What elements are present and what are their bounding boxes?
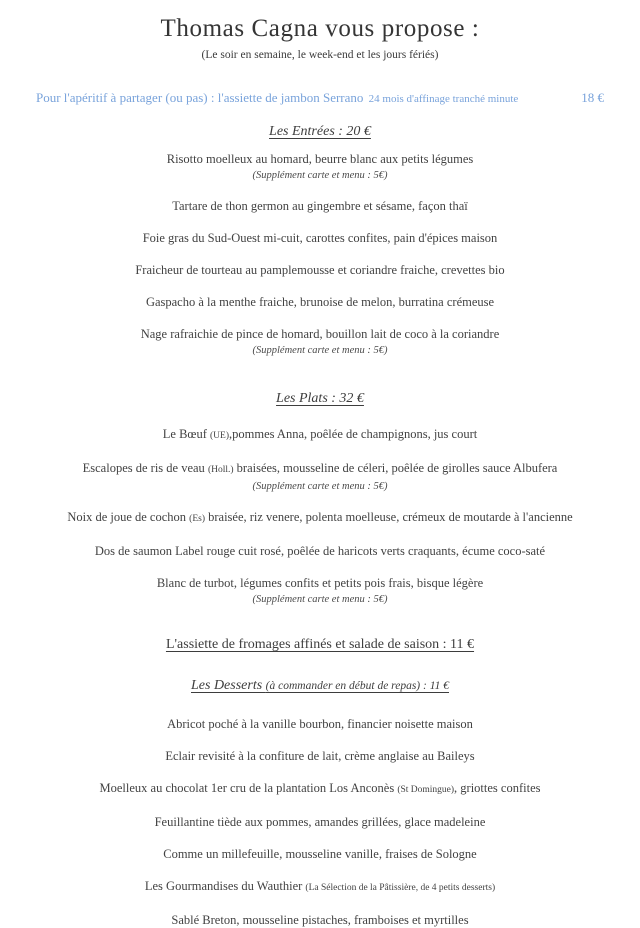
menu-item — [0, 781, 640, 798]
item-text-pre: Les Gourmandises du Wauthier — [144, 879, 306, 893]
item-text-post: braisée, riz venere, polenta moelleuse, crémeux de moutarde à l'ancienne — [204, 510, 573, 524]
menu-item — [0, 263, 640, 278]
menu-item — [0, 717, 640, 732]
menu-item — [0, 749, 640, 764]
aperitif-line — [0, 90, 640, 107]
item-text-pre: Noix de joue de cochon — [67, 510, 190, 524]
desserts-heading — [0, 677, 640, 695]
page-subtitle: (Le soir en semaine, le week-end et les jours fériés) — [201, 49, 439, 61]
item-text: Nage rafraichie de pince de homard, bouillon lait de coco à la coriandre — [140, 327, 500, 341]
item-text-small: (St Domingue) — [397, 785, 455, 795]
aperitif-price: 18 € — [581, 90, 604, 105]
menu-item — [0, 199, 640, 214]
menu-item — [0, 461, 640, 493]
plats-items — [0, 427, 640, 606]
item-text-pre: Moelleux au chocolat 1er cru de la plantation Los Anconès — [99, 781, 398, 795]
item-text: Foie gras du Sud-Ouest mi-cuit, carottes confites, pain d'épices maison — [142, 231, 498, 245]
item-text: Blanc de turbot, légumes confits et petits pois frais, bisque légère — [156, 576, 484, 590]
menu-item — [0, 576, 640, 606]
menu-item — [0, 847, 640, 862]
plats-heading: Les Plats : 32 € — [276, 391, 364, 406]
menu-item — [0, 510, 640, 527]
entrees-items — [0, 152, 640, 357]
menu-item — [0, 544, 640, 559]
item-text: Abricot poché à la vanille bourbon, financier noisette maison — [167, 717, 473, 731]
item-text: Risotto moelleux au homard, beurre blanc aux petits légumes — [166, 152, 474, 166]
aperitif-text-main: Pour l'apéritif à partager (ou pas) : l'assiette de jambon Serrano — [36, 90, 364, 105]
item-text-small: (UE) — [210, 431, 229, 441]
desserts-items — [0, 717, 640, 928]
aperitif-text — [36, 90, 518, 107]
menu-item — [0, 879, 640, 896]
item-note: (Supplément carte et menu : 5€) — [252, 481, 388, 492]
desserts-heading-note: (à commander en début de repas) : 11 € — [265, 680, 449, 692]
item-note: (Supplément carte et menu : 5€) — [252, 345, 388, 356]
item-text-pre: Le Bœuf — [162, 427, 210, 441]
item-text-small: (Es) — [189, 514, 205, 524]
menu-item — [0, 427, 640, 444]
menu-item — [0, 815, 640, 830]
menu-item — [0, 295, 640, 310]
item-text: Eclair revisité à la confiture de lait, crème anglaise au Baileys — [165, 749, 475, 763]
item-text-pre: Escalopes de ris de veau — [82, 461, 208, 475]
menu-item — [0, 327, 640, 357]
item-text-post: , griottes confites — [454, 781, 541, 795]
item-text-small: (La Sélection de la Pâtissière, de 4 petits desserts) — [305, 883, 496, 893]
item-text: Comme un millefeuille, mousseline vanille, fraises de Sologne — [163, 847, 477, 861]
menu-item — [0, 913, 640, 928]
aperitif-text-detail: 24 mois d'affinage tranché minute — [368, 93, 519, 105]
item-text-post: braisées, mousseline de céleri, poêlée de girolles sauce Albufera — [233, 461, 558, 475]
item-note: (Supplément carte et menu : 5€) — [252, 594, 388, 605]
item-text: Tartare de thon germon au gingembre et sésame, façon thaï — [172, 199, 468, 213]
entrees-heading: Les Entrées : 20 € — [269, 124, 371, 139]
item-text: Dos de saumon Label rouge cuit rosé, poêlée de haricots verts craquants, écume coco-saté — [94, 544, 546, 558]
page-title: Thomas Cagna vous propose : — [160, 15, 480, 42]
item-text: Sablé Breton, mousseline pistaches, framboises et myrtilles — [171, 913, 469, 927]
menu-item — [0, 152, 640, 182]
item-note: (Supplément carte et menu : 5€) — [252, 170, 388, 181]
menu-page — [0, 14, 640, 927]
item-text: Fraicheur de tourteau au pamplemousse et coriandre fraiche, crevettes bio — [135, 263, 505, 277]
item-text: Gaspacho à la menthe fraiche, brunoise de melon, burratina crémeuse — [145, 295, 495, 309]
item-text-small: (Holl.) — [207, 465, 234, 475]
item-text: Feuillantine tiède aux pommes, amandes grillées, glace madeleine — [154, 815, 486, 829]
menu-item — [0, 231, 640, 246]
section-entrees — [0, 123, 640, 357]
section-desserts — [0, 677, 640, 928]
desserts-heading-main: Les Desserts — [191, 678, 266, 693]
section-plats — [0, 390, 640, 606]
cheese-heading: L'assiette de fromages affinés et salade de saison : 11 € — [165, 637, 475, 652]
item-text-post: ,pommes Anna, poêlée de champignons, jus court — [229, 427, 478, 441]
